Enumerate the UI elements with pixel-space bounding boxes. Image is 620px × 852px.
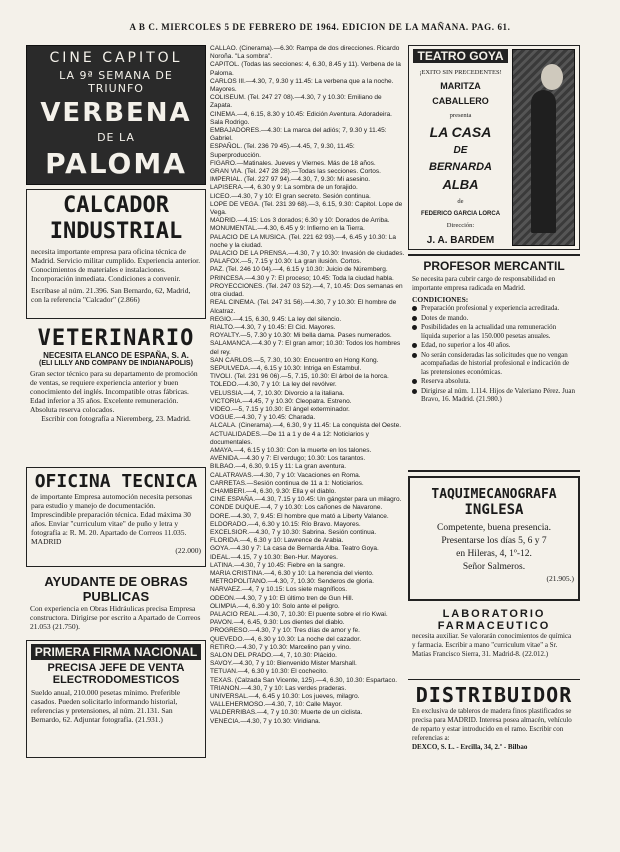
teatro-text <box>413 49 508 246</box>
oficina-tecnica-ad <box>26 467 206 567</box>
distribuidor-body: En exclusiva de tableros de madera finos plastificados se precisa para MADRID. Interesa posea almacén, vehículo de reparto y estar introducido en el ramo. Escribir con referencias a: <box>412 707 572 742</box>
listing-entry: VALDERRIBAS.—4, 7 y 10.30: Muerte de un ciclista. <box>210 709 363 717</box>
condition-text: Reserva absoluta. <box>421 377 471 385</box>
taquimeca-ref: (21.905.) <box>546 574 574 583</box>
veterinario-company: (ELI LILLY AND COMPANY DE INDIANAPOLIS) <box>39 360 193 367</box>
laboratorio-title-2: FARMACEUTICO <box>437 620 551 632</box>
listing-entry: TETUAN.—4, 6.30 y 10.30: El cochecito. <box>210 668 328 676</box>
listing-entry: CAPITOL. (Todas las secciones: 4, 6.30, 8.45 y 11). Verbena de la Paloma. <box>210 61 401 77</box>
listing-entry: RIALTO.—4.30, 7 y 10.45: El Cid. Mayores. <box>210 323 336 331</box>
taquimeca-body-2: Presentarse los días 5, 6 y 7 <box>441 536 547 546</box>
condition-item <box>412 377 576 386</box>
profesor-conditions-label: CONDICIONES: <box>412 295 469 304</box>
listing-entry: ODEON.—4.30, 7 y 10: El último tren de Gun Hill. <box>210 594 354 602</box>
listing-entry: PRINCESA.—4.30 y 7: El proceso; 10.45: Toda la ciudad habla. <box>210 274 394 282</box>
ayudante-title: AYUDANTE DE OBRAS PUBLICAS <box>44 574 188 604</box>
veterinario-contact: Escribir con fotografía a Nieremberg, 23. Madrid. <box>41 414 191 423</box>
listing-entry: PALACIO REAL.—4.30, 7, 10.30: El puente sobre el río Kwai. <box>210 611 388 619</box>
teatro-poster-image <box>512 49 575 246</box>
listing-entry: REAL CINEMA. (Tel. 247 31 56).—4.30, 7 y 10.30: El hombre de Alcatraz. <box>210 299 397 315</box>
listing-entry: NARVAEZ.—4, 7 y 10.15: Los siete magníficos. <box>210 586 348 594</box>
profesor-mercantil-ad <box>408 254 580 472</box>
teatro-director: J. A. BARDEM <box>426 234 495 246</box>
teatro-play-3: BERNARDA <box>429 160 492 173</box>
primera-body: Sueldo anual, 210.000 pesetas mínimo. Preferible casados. Pueden solicitarlo informando historial, referencias y pretensiones, al núm. 21.131. San Bernardo, 62. Adjuntar fotografía. (21.931.) <box>31 688 181 724</box>
listing-entry: LATINA.—4.30, 7 y 10.45: Fiebre en la sangre. <box>210 561 346 569</box>
veterinario-title: VETERINARIO <box>37 326 195 351</box>
listing-entry: MONUMENTAL.—4.30, 6.45 y 9: Infierno en la Tierra. <box>210 225 365 233</box>
listing-entry: TEXAS. (Calzada San Vicente, 125).—4, 6.30, 10.30: Espartaco. <box>210 676 398 684</box>
primera-sub2: ELECTRODOMESTICOS <box>52 674 180 686</box>
listing-entry: ELDORADO.—4, 6.30 y 10.15: Río Bravo. Mayores. <box>210 520 361 528</box>
listing-entry: DORE.—4.30, 7, 9.45: El hombre que mató a Liberty Valance. <box>210 512 389 520</box>
listing-entry: ROYALTY.—5, 7.30 y 10.30: Mi bella dama. Pases numerados. <box>210 332 392 340</box>
oficina-ref: (22.000) <box>175 546 201 555</box>
cine-capitol-ad <box>26 45 206 185</box>
listing-entry: SAN CARLOS.—5, 7.30, 10.30: Encuentro en Hong Kong. <box>210 356 379 364</box>
listing-entry: EMBAJADORES.—4.30: La marca del adiós; 7, 9.30 y 11.45: Gabriel. <box>210 127 387 143</box>
distribuidor-ad <box>408 679 580 771</box>
listing-entry: LOPE DE VEGA. (Tel. 231 39 68).—3, 6.15, 9.30: Capitol. Lope de Vega. <box>210 200 403 217</box>
teatro-play-4: ALBA <box>442 177 479 193</box>
teatro-direction-label: Dirección: <box>446 222 475 230</box>
bullet-icon <box>412 379 417 384</box>
condition-text: Dotes de mando. <box>421 313 469 322</box>
taquimeca-title-2: INGLESA <box>464 502 524 518</box>
teatro-play-2: DE <box>453 144 468 156</box>
listing-entry: CONDE DUQUE.—4, 7 y 10.30: Los cañones de Navarone. <box>210 504 383 512</box>
condition-item <box>412 351 576 377</box>
teatro-tag: ¡EXITO SIN PRECEDENTES! <box>419 68 502 76</box>
teatro-actress-1: MARITZA <box>440 81 481 92</box>
listing-entry: VIDEO.—5, 7.15 y 10.30: El ángel exterminador. <box>210 405 350 413</box>
listing-entry: PROYECCIONES. (Tel. 247 03 52).—4, 7, 10.45: Dos semanas en otra ciudad. <box>210 282 403 299</box>
listing-entry: TRIANON.—4.30, 7 y 10: Las verdes praderas. <box>210 684 347 692</box>
listing-entry: PAVON.—4, 6.45, 9.30: Los dientes del diablo. <box>210 619 345 627</box>
bullet-icon <box>412 316 417 321</box>
cine-name: CINE CAPITOL <box>49 50 183 67</box>
listing-entry: PAZ. (Tel. 246 10 04).—4, 6.15 y 10.30: Juicio de Núremberg. <box>210 266 388 274</box>
cine-film-title-2: DE LA <box>97 130 135 144</box>
bullet-icon <box>412 306 417 311</box>
cine-film-title-1: VERBENA <box>40 97 192 128</box>
listing-entry: METROPOLITANO.—4.30, 7, 10.30: Senderos de gloria. <box>210 578 374 586</box>
teatro-de: de <box>457 197 464 205</box>
poster-figure <box>531 90 556 233</box>
listing-entry: ALCALA. (Cinerama).—4, 6.30, 9 y 11.45: La conquista del Oeste. <box>210 422 402 430</box>
bullet-icon <box>412 353 417 358</box>
teatro-author: FEDERICO GARCIA LORCA <box>420 210 501 217</box>
cinema-listings <box>210 45 405 803</box>
listing-entry: CALATRAVAS.—4.30, 7 y 10: Vacaciones en Roma. <box>210 471 361 479</box>
laboratorio-title-1: LABORATORIO <box>442 608 546 620</box>
calcador-ad <box>26 189 206 319</box>
right-column <box>408 45 580 775</box>
listing-entry: SEPULVEDA.—4, 6.15 y 10.30: Intriga en Estambul. <box>210 364 362 372</box>
taquimeca-body-4: Señor Salmeros. <box>462 562 526 572</box>
listing-entry: ESPAÑOL. (Tel. 236 79 45).—4.45, 7, 9.30, 11.45: Superproducción. <box>210 143 355 159</box>
page-header: A B C. MIERCOLES 5 DE FEBRERO DE 1964. EDICION DE LA MAÑANA. PAG. 61. <box>129 22 511 32</box>
listing-entry: CINE ESPAÑA.—4.30, 7.15 y 10.45: Un gángster para un milagro. <box>210 496 402 504</box>
cinema-listings-column <box>210 45 405 803</box>
veterinario-body: Gran sector técnico para su departamento de promoción de ventas, se requiere experiencia anterior y buen conocimiento del inglés. Incompatible otras fábricas. Edad inferior a 35 años. Excelente remuneración. Absoluta reserva colocados. <box>30 369 198 414</box>
listing-entry: CHAMBERI.—4, 6.30, 9.30: Ella y el diablo. <box>210 487 337 495</box>
condition-item <box>412 314 576 323</box>
listing-entry: VOGUE.—4.30, 7 y 10.45: Charada. <box>210 414 316 422</box>
listing-entry: IDEAL.—4.15, 7 y 10.30: Ben-Hur. Mayores. <box>210 553 338 561</box>
listing-entry: SAVOY.—4.30, 7 y 10: Bienvenido Mister Marshall. <box>210 660 357 668</box>
left-column <box>26 45 206 762</box>
listing-entry: IMPERIAL. (Tel. 227 97 94).—4.30, 7, 9.30: Mi asesino. <box>210 176 371 184</box>
taquimeca-body-3: en Hileras, 4, 1º-12. <box>456 549 532 559</box>
calcador-body: necesita importante empresa para oficina técnica de Madrid. Servicio militar cumplido. Experiencia anterior. Conocimientos de materiales e instalaciones. Incorporación inmediata. Condiciones a convenir. <box>31 247 201 283</box>
listing-entry: ACTUALIDADES.—De 11 a 1 y de 4 a 12: Noticiarios y documentales. <box>210 430 369 446</box>
listing-entry: FLORIDA.—4, 6.30 y 10: Lawrence de Arabia. <box>210 537 344 545</box>
condition-text: Edad, no superior a los 40 años. <box>421 341 511 349</box>
listing-entry: GOYA.—4.30 y 7: La casa de Bernarda Alba. Teatro Goya. <box>210 545 379 553</box>
listing-entry: EXCELSIOR.—4.30, 7 y 10.30: Sabrina. Sesión continua. <box>210 528 377 536</box>
teatro-actress-2: CABALLERO <box>432 95 489 106</box>
taquimeca-title-1: TAQUIMECANOGRAFA <box>431 487 557 502</box>
listing-entry: RETIRO.—4.30, 7 y 10.30: Marcelino pan y vino. <box>210 643 351 651</box>
listing-entry: CARRETAS.—Sesión continua de 11 a 1: Noticiarios. <box>210 479 364 487</box>
profesor-intro: Se necesita para cubrir cargo de responsabilidad en importante empresa radicada en Madrid. <box>412 275 556 292</box>
listing-entry: CINEMA.—4, 6.15, 8.30 y 10.45: Edición Aventura. Adoradeira. Sala Rodrigo. <box>210 110 392 126</box>
listing-entry: PROGRESO.—4.30, 7 y 10: Tres días de amor y fe. <box>210 627 360 635</box>
listing-entry: COLISEUM. (Tel. 247 27 08).—4.30, 7 y 10.30: Emiliano de Zapata. <box>210 94 382 110</box>
distribuidor-contact: DEXCO, S. L. - Ercilla, 34, 2.º - Bilbao <box>412 743 528 751</box>
listing-entry: UNIVERSAL.—4, 6.45 y 10.30: Los jueves, milagro. <box>210 693 360 701</box>
condition-text: Preparación profesional y experiencia acreditada. <box>421 304 560 312</box>
primera-sub1: PRECISA JEFE DE VENTA <box>47 662 185 674</box>
listing-entry: BILBAO.—4, 6.30, 9.15 y 11: La gran aventura. <box>210 463 347 471</box>
listing-entry: SALON DEL PRADO.—4, 7, 10.30: Plácido. <box>210 652 337 660</box>
veterinario-subtitle: NECESITA ELANCO DE ESPAÑA, S. A. <box>43 351 189 360</box>
cine-week: LA 9ª SEMANA DE TRIUNFO <box>59 69 173 96</box>
laboratorio-body: necesita auxiliar. Se valorarán conocimientos de química y farmacia. Escribir a mano "curriculum vitae" a Sr. Matías Francisco Sierra, 31. Madrid-8. (22.012.) <box>412 632 572 658</box>
taquimeca-body-1: Competente, buena presencia. <box>437 523 551 533</box>
listing-entry: GRAN VIA. (Tel. 247 28 28).—Todas las secciones. Cortos. <box>210 168 381 176</box>
listing-entry: FIGARO.—Matinales. Jueves y Viernes. Más de 18 años. <box>210 159 376 167</box>
primera-firma-ad <box>26 640 206 758</box>
listing-entry: VICTORIA.—4.45, 7 y 10.30: Cleopatra. Estreno. <box>210 397 352 405</box>
condition-text: Dirigirse al núm. 1.114. Hijos de Valeriano Pérez. Juan Bravo, 16. Madrid. (21.980.) <box>421 386 575 403</box>
teatro-presents: presenta <box>449 111 472 119</box>
listing-entry: AMAYA.—4, 6.15 y 10.30: Con la muerte en los talones. <box>210 446 372 454</box>
condition-item <box>412 304 576 313</box>
condition-text: Posibilidades en la actualidad una remuneración líquida superior a las 150.000 pesetas anuales. <box>421 323 557 340</box>
profesor-title: PROFESOR MERCANTIL <box>423 259 565 273</box>
listing-entry: LICEO.—4.30, 7 y 10: El gran secreto. Sesión continua. <box>210 192 371 200</box>
condition-text: No serán consideradas las solicitudes que no vengan acompañadas de historial profesional e indicación de las pretensiones económicas. <box>421 350 570 376</box>
profesor-conditions-list <box>412 304 576 404</box>
oficina-title: OFICINA TECNICA <box>34 471 198 492</box>
listing-entry: QUEVEDO.—4, 6.30 y 10.30: La noche del cazador. <box>210 635 362 643</box>
listing-entry: AVENIDA.—4.30 y 7: El verdugo; 10.30: Los tarantos. <box>210 455 366 463</box>
bullet-icon <box>412 343 417 348</box>
listing-entry: SALAMANCA.—4.30 y 7: El gran amor; 10.30: Todos los hombres del rey. <box>210 340 401 356</box>
taquimecanografa-ad <box>408 476 580 601</box>
condition-item <box>412 387 576 404</box>
oficina-body: de importante Empresa automoción necesita personas para estudio y manejo de documentación. Imprescindible preparación técnica. Edad máxima 30 años. Enviar "curriculum vitae" de puño y letra y fotografía a: R. M. 20. Apartado de Correos 11.035. MADRID <box>31 492 192 546</box>
primera-title: PRIMERA FIRMA NACIONAL <box>31 644 201 660</box>
teatro-name: TEATRO GOYA <box>413 49 508 63</box>
teatro-goya-ad <box>408 45 580 250</box>
listing-entry: CARLOS III.—4.30, 7, 9.30 y 11.45: La verbena que a la noche. Mayores. <box>210 77 394 94</box>
listing-entry: VENECIA.—4.30, 7 y 10.30: Viridiana. <box>210 717 321 725</box>
listing-entry: REGIO.—4.15, 6.30, 9.45: La ley del silencio. <box>210 315 342 323</box>
condition-item <box>412 341 576 350</box>
listing-entry: PALACIO DE LA PRENSA.—4.30, 7 y 10.30: Invasión de ciudades. <box>210 250 405 258</box>
listing-entry: MARIA CRISTINA.—4, 6.30 y 10: La herencia del viento. <box>210 570 374 577</box>
bullet-icon <box>412 325 417 330</box>
listing-entry: LAPISERA.—4, 6.30 y 9: La sombra de un forajido. <box>210 184 358 192</box>
listing-entry: PALAFOX.—5, 7.15 y 10.30: La gran ilusión. Cortos. <box>210 258 362 266</box>
listing-entry: MADRID.—4.15: Los 3 dorados; 6.30 y 10: Dorados de Arriba. <box>210 217 390 225</box>
poster-face <box>541 64 563 90</box>
listing-entry: TOLEDO.—4.30, 7 y 10: La ley del revólver. <box>210 381 337 389</box>
laboratorio-ad <box>408 605 580 675</box>
bullet-icon <box>412 389 417 394</box>
calcador-contact: Escríbase al núm. 21.396. San Bernardo, 62, Madrid, con la referencia "Calcador" (2.866) <box>31 286 191 304</box>
veterinario-ad <box>26 323 206 463</box>
calcador-title: CALCADOR INDUSTRIAL <box>49 193 183 244</box>
listing-entry: TIVOLI. (Tel. 231 96 06).—5, 7.15, 10.30: El árbol de la horca. <box>210 373 389 381</box>
cine-film-title-3: PALOMA <box>45 146 187 180</box>
listing-entry: PALACIO DE LA MUSICA. (Tel. 221 62 93).—4, 6.45 y 10.30: La noche y la ciudad. <box>210 233 396 249</box>
teatro-play-1: LA CASA <box>429 124 492 141</box>
ayudante-body: Con experiencia en Obras Hidráulicas precisa Empresa constructora. Dirigirse por escrito a Apartado de Correos 21.053 (21.750). <box>30 604 201 631</box>
listing-entry: VELUSSIA.—4, 7, 10.30: Divorcio a la italiana. <box>210 389 345 397</box>
condition-item <box>412 323 576 340</box>
listing-entry: VALLEHERMOSO.—4.30, 7, 10: Calle Mayor. <box>210 701 343 709</box>
listing-entry: OLIMPIA.—4, 6.30 y 10: Solo ante el peligro. <box>210 602 340 610</box>
ayudante-ad <box>26 571 206 636</box>
listing-entry: CALLAO. (Cinerama).—6.30: Rampa de dos direcciones. Ricardo Noroña. "La sombra". <box>210 45 400 61</box>
distribuidor-title: DISTRIBUIDOR <box>415 683 573 707</box>
